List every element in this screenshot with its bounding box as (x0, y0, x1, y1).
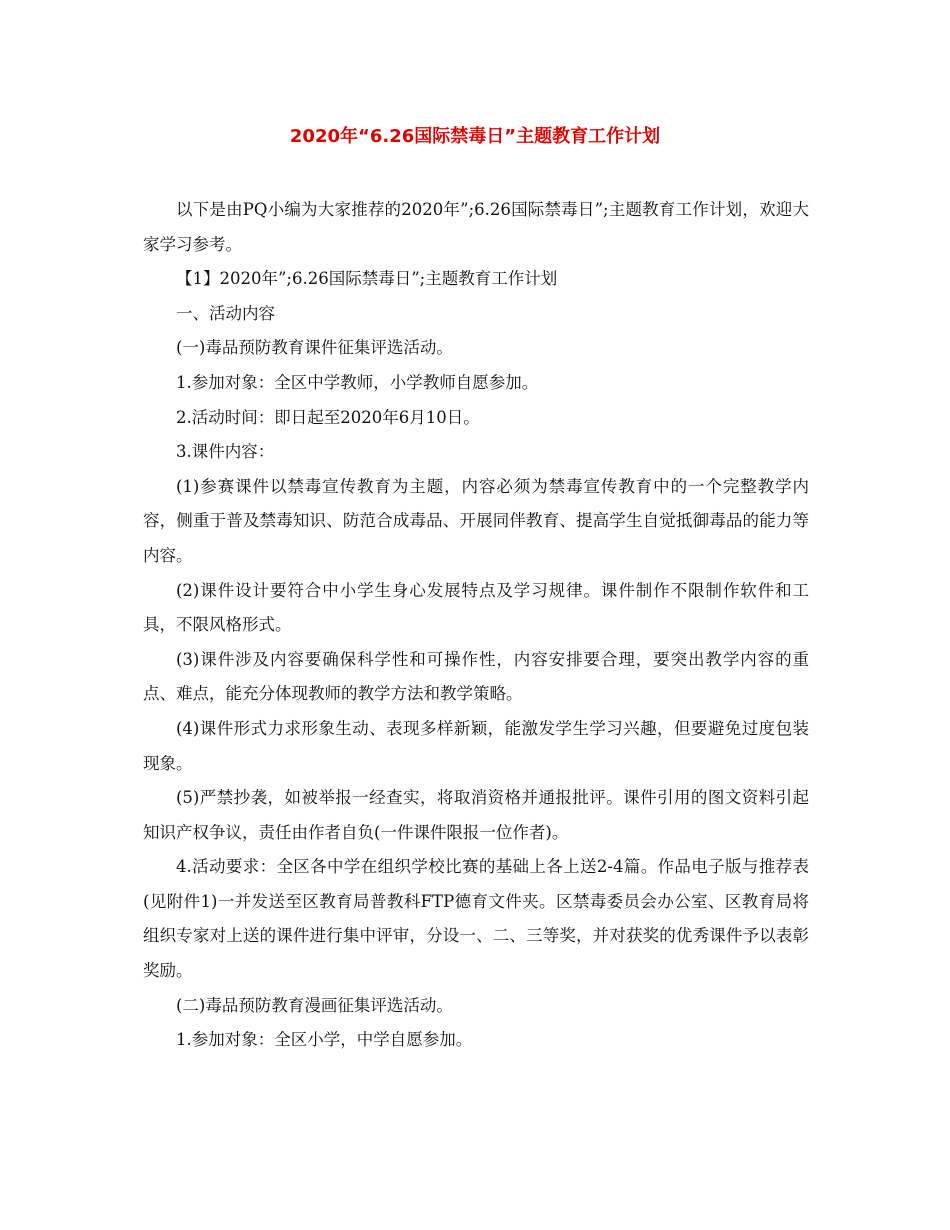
paragraph-participants: 1.参加对象：全区中学教师，小学教师自愿参加。 (176, 372, 539, 392)
paragraph-item-1: (1)参赛课件以禁毒宣传教育为主题，内容必须为禁毒宣传教育中的一个完整教学内容，侧重于普及禁毒知识、防范合成毒品、开展同伴教育、提高学生自觉抵御毒品的能力等内容。 (143, 476, 809, 565)
document-body (143, 193, 809, 1058)
paragraph-item-5: (5)严禁抄袭，如被举报一经查实，将取消资格并通报批评。课件引用的图文资料引起知识产权争议，责任由作者自负(一件课件限报一位作者)。 (143, 788, 809, 842)
paragraph-activity-time: 2.活动时间：即日起至2020年6月10日。 (176, 407, 480, 427)
document-title: 2020年“6.26国际禁毒日”主题教育工作计划 (289, 126, 661, 147)
paragraph-intro: 以下是由PQ小编为大家推荐的2020年”;6.26国际禁毒日”;主题教育工作计划，欢迎大家学习参考。 (143, 200, 809, 254)
paragraph-item-4: (4)课件形式力求形象生动、表现多样新颖，能激发学生学习兴趣，但要避免过度包装现象。 (143, 718, 809, 773)
paragraph-item-3: (3)课件涉及内容要确保科学性和可操作性，内容安排要合理，要突出教学内容的重点、难点，能充分体现教师的教学方法和教学策略。 (143, 649, 809, 704)
paragraph-courseware-content: 3.课件内容： (176, 442, 275, 462)
paragraph-item-2: (2)课件设计要符合中小学生身心发展特点及学习规律。课件制作不限制作软件和工具，不限风格形式。 (143, 580, 809, 635)
paragraph-section-heading: 【1】2020年”;6.26国际禁毒日”;主题教育工作计划 (176, 269, 558, 289)
paragraph-courseware-activity: (一)毒品预防教育课件征集评选活动。 (176, 338, 453, 358)
paragraph-comic-participants: 1.参加对象：全区小学，中学自愿参加。 (176, 1030, 473, 1050)
paragraph-activity-requirements: 4.活动要求：全区各中学在组织学校比赛的基础上各上送2-4篇。作品电子版与推荐表(见附件1)一并发送至区教育局普教科FTP德育文件夹。区禁毒委员会办公室、区教育局将组织专家对上送的课件进行集中评审，分设一、二、三等奖，并对获奖的优秀课件予以表彰奖励。 (143, 857, 809, 981)
paragraph-activity-content-heading: 一、活动内容 (176, 303, 275, 323)
paragraph-comic-activity: (二)毒品预防教育漫画征集评选活动。 (176, 995, 453, 1015)
